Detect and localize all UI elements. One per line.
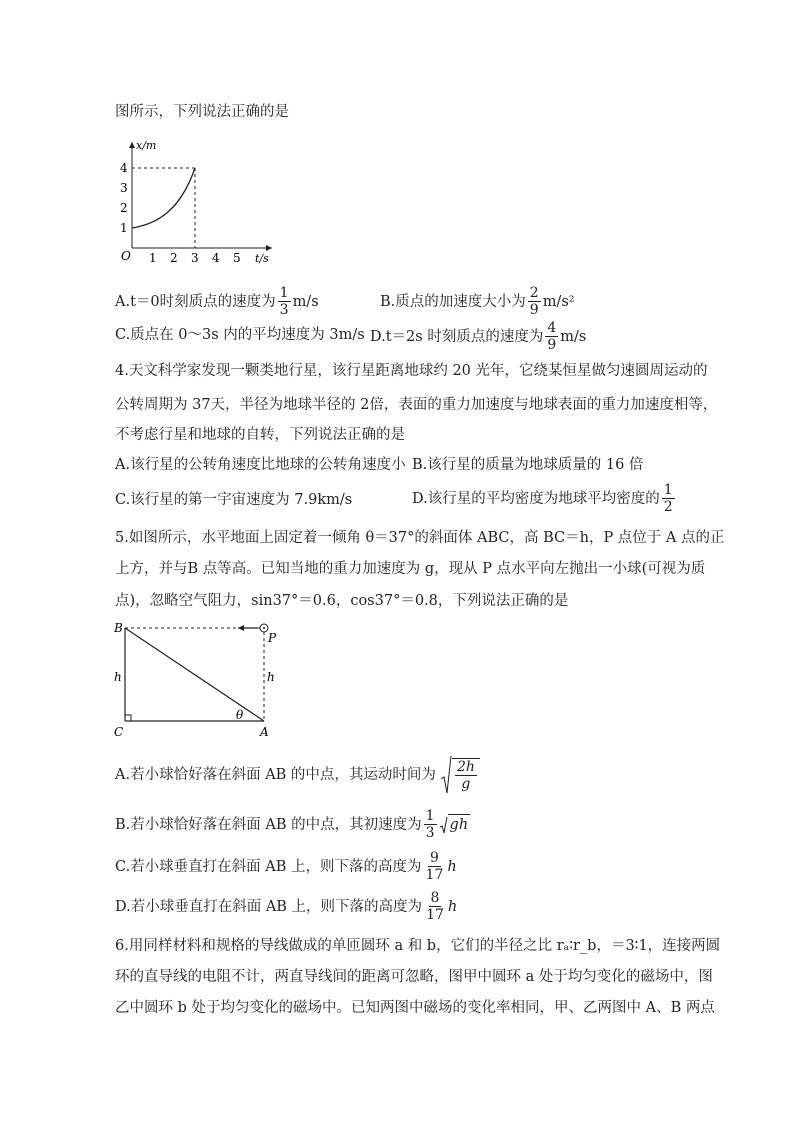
origin-label: O <box>121 249 131 263</box>
q4-text-line1: 4.天文科学家发现一颗类地行星，该行星距离地球约 20 光年，它绕某恒星做匀速圆周运动的 <box>115 363 708 379</box>
q5-text-line3: 点)，忽略空气阻力，sin37°＝0.6，cos37°＝0.8，下列说法正确的是 <box>115 593 569 609</box>
label-theta: θ <box>236 708 244 722</box>
label-b: B <box>114 621 123 635</box>
x-tick-5: 5 <box>233 251 241 265</box>
q4-option-a: A.该行星的公转角速度比地球的公转角速度小 <box>115 457 406 473</box>
x-tick-3: 3 <box>191 251 199 265</box>
x-axis-label: t/s <box>255 252 269 265</box>
q5-incline-figure <box>110 618 285 743</box>
label-h-right: h <box>267 670 275 684</box>
q6-text-line2: 环的直导线的电阻不计，两直导线间的距离可忽略，图甲中圆环 a 处于均匀变化的磁场中，图 <box>115 969 713 985</box>
q5-option-c: C.若小球垂直打在斜面 AB 上，则下落的高度为 $\frac{9}{17}$ h <box>115 850 457 883</box>
label-p: P <box>268 631 277 645</box>
q4-text-line2: 公转周期为 37天，半径为地球半径的 2倍，表面的重力加速度与地球表面的重力加速度相等， <box>115 397 718 413</box>
y-tick-2: 2 <box>120 201 128 215</box>
x-tick-2: 2 <box>170 251 178 265</box>
x-tick-4: 4 <box>212 251 220 265</box>
q4-option-b: B.该行星的质量为地球质量的 16 倍 <box>412 457 644 473</box>
y-axis-label: x/m <box>136 139 157 152</box>
q6-text-line3: 乙中圆环 b 处于均匀变化的磁场中。已知两图中磁场的变化率相同，甲、乙两图中 A、B 两点 <box>115 1000 715 1016</box>
label-c: C <box>114 725 124 739</box>
q5-option-b: B.若小球恰好落在斜面 AB 的中点，其初速度为 $\frac{1}{3}$ gh <box>115 808 469 841</box>
q4-option-d: D.该行星的平均密度为地球平均密度的 $\frac{1}{2}$ <box>412 482 673 515</box>
q3-option-c: C.质点在 0～3s 内的平均速度为 3m/s <box>115 327 365 343</box>
q6-text-line1: 6.用同样材料和规格的导线做成的单匝圆环 a 和 b，它们的半径之比 rₐ∶r_b，＝3∶1，连接两圆 <box>115 938 721 954</box>
label-h-left: h <box>114 670 122 684</box>
q5-option-a: A.若小球恰好落在斜面 AB 的中点，其运动时间为 $\frac{2h}{g}$ <box>115 755 480 795</box>
q5-text-line2: 上方，并与B 点等高。已知当地的重力加速度为 g，现从 P 点水平向左抛出一小球(可视为质 <box>115 561 706 577</box>
q5-option-d: D.若小球垂直打在斜面 AB 上，则下落的高度为 $\frac{8}{17}$ h <box>115 890 458 923</box>
x-tick-1: 1 <box>149 251 157 265</box>
q4-text-line3: 不考虑行星和地球的自转，下列说法正确的是 <box>115 427 405 443</box>
q4-option-c: C.该行星的第一宇宙速度为 7.9km/s <box>115 492 353 508</box>
y-tick-1: 1 <box>120 221 128 235</box>
q3-xt-graph <box>112 136 282 266</box>
label-a: A <box>260 725 269 739</box>
y-tick-4: 4 <box>120 161 128 175</box>
xt-curve <box>132 168 195 228</box>
q3-intro: 图所示，下列说法正确的是 <box>115 104 289 120</box>
q5-text-line1: 5.如图所示，水平地面上固定着一倾角 θ＝37°的斜面体 ABC，高 BC＝h，P 点位于 A 点的正 <box>115 530 725 546</box>
y-tick-3: 3 <box>120 181 128 195</box>
q3-option-a: A.t＝0时刻质点的速度为 $\frac{1}{3}$ m/s <box>115 285 319 318</box>
q3-option-b: B.质点的加速度大小为 $\frac{2}{9}$ m/s² <box>380 285 575 318</box>
q3-option-d: D.t＝2s 时刻质点的速度为 $\frac{4}{9}$ m/s <box>370 320 587 353</box>
